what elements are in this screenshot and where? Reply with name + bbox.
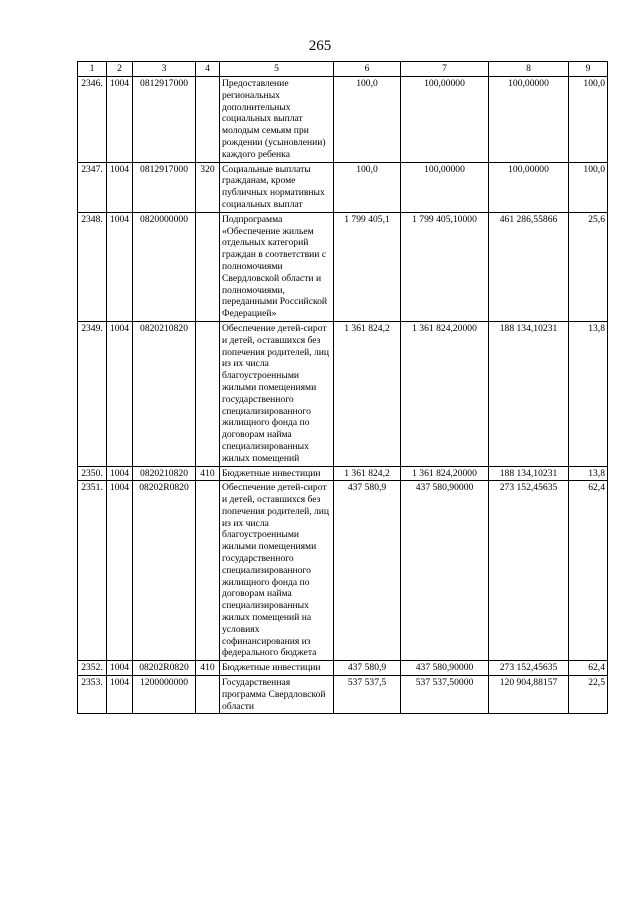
section-code: 1004 [107,321,133,466]
table-header-row [78,62,608,77]
section-code: 1004 [107,212,133,321]
row-number: 2353. [78,676,107,714]
expense-type [196,77,220,163]
expense-type: 320 [196,162,220,212]
target-code: 08202R0820 [133,481,196,661]
row-number: 2351. [78,481,107,661]
value-col-6: 1 361 824,2 [334,466,401,481]
item-name: Подпрограмма «Обеспечение жильем отдельных категорий граждан в соответствии с полномочиями Свердловской области и полномочиями, переданными Российской Федерацией» [220,212,334,321]
value-col-9: 100,0 [569,162,608,212]
value-col-8: 273 152,45635 [489,481,569,661]
value-col-7: 437 580,90000 [401,661,489,676]
expense-type [196,481,220,661]
value-col-7: 1 799 405,10000 [401,212,489,321]
value-col-8: 188 134,10231 [489,466,569,481]
value-col-8: 188 134,10231 [489,321,569,466]
page-number: 265 [308,38,332,54]
row-number: 2346. [78,77,107,163]
item-name: Государственная программа Свердловской области [220,676,334,714]
section-code: 1004 [107,466,133,481]
column-header: 4 [196,62,220,77]
value-col-6: 100,0 [334,162,401,212]
section-code: 1004 [107,481,133,661]
item-name: Бюджетные инвестиции [220,466,334,481]
value-col-9: 13,8 [569,466,608,481]
table-row [78,77,608,163]
value-col-8: 100,00000 [489,77,569,163]
target-code: 0812917000 [133,162,196,212]
section-code: 1004 [107,661,133,676]
value-col-6: 1 361 824,2 [334,321,401,466]
table-row [78,481,608,661]
value-col-9: 62,4 [569,481,608,661]
row-number: 2347. [78,162,107,212]
value-col-8: 461 286,55866 [489,212,569,321]
value-col-9: 25,6 [569,212,608,321]
value-col-6: 437 580,9 [334,481,401,661]
value-col-7: 1 361 824,20000 [401,466,489,481]
section-code: 1004 [107,162,133,212]
column-header: 9 [569,62,608,77]
expense-type [196,321,220,466]
value-col-6: 100,0 [334,77,401,163]
expense-type: 410 [196,661,220,676]
column-header: 3 [133,62,196,77]
row-number: 2352. [78,661,107,676]
value-col-6: 437 580,9 [334,661,401,676]
column-header: 5 [220,62,334,77]
table-row [78,212,608,321]
value-col-7: 437 580,90000 [401,481,489,661]
target-code: 08202R0820 [133,661,196,676]
table-row [78,466,608,481]
value-col-7: 1 361 824,20000 [401,321,489,466]
value-col-7: 100,00000 [401,162,489,212]
table-row [78,676,608,714]
section-code: 1004 [107,676,133,714]
item-name: Бюджетные инвестиции [220,661,334,676]
column-header: 8 [489,62,569,77]
column-header: 6 [334,62,401,77]
value-col-8: 100,00000 [489,162,569,212]
item-name: Обеспечение детей-сирот и детей, оставшихся без попечения родителей, лиц из их числа благоустроенными жилыми помещениями государственного специализированного жилищного фонда по договорам найма специализированных жилых помещений [220,321,334,466]
budget-table [77,61,608,714]
column-header: 7 [401,62,489,77]
value-col-7: 100,00000 [401,77,489,163]
row-number: 2348. [78,212,107,321]
target-code: 0820210820 [133,466,196,481]
target-code: 0820000000 [133,212,196,321]
value-col-9: 22,5 [569,676,608,714]
value-col-8: 120 904,88157 [489,676,569,714]
expense-type [196,212,220,321]
item-name: Социальные выплаты гражданам, кроме публичных нормативных социальных выплат [220,162,334,212]
value-col-9: 100,0 [569,77,608,163]
row-number: 2349. [78,321,107,466]
item-name: Обеспечение детей-сирот и детей, оставшихся без попечения родителей, лиц из их числа благоустроенными жилыми помещениями государственного специализированного жилищного фонда по договорам найма специализированных жилых помещений на условиях софинансирования из федерального бюджета [220,481,334,661]
table-row [78,321,608,466]
item-name: Предоставление региональных дополнительных социальных выплат молодым семьям при рождении (усыновлении) каждого ребенка [220,77,334,163]
target-code: 0820210820 [133,321,196,466]
target-code: 0812917000 [133,77,196,163]
value-col-7: 537 537,50000 [401,676,489,714]
value-col-6: 537 537,5 [334,676,401,714]
value-col-8: 273 152,45635 [489,661,569,676]
expense-type [196,676,220,714]
table-row [78,162,608,212]
value-col-6: 1 799 405,1 [334,212,401,321]
table-row [78,661,608,676]
value-col-9: 62,4 [569,661,608,676]
target-code: 1200000000 [133,676,196,714]
expense-type: 410 [196,466,220,481]
value-col-9: 13,8 [569,321,608,466]
column-header: 1 [78,62,107,77]
row-number: 2350. [78,466,107,481]
column-header: 2 [107,62,133,77]
section-code: 1004 [107,77,133,163]
